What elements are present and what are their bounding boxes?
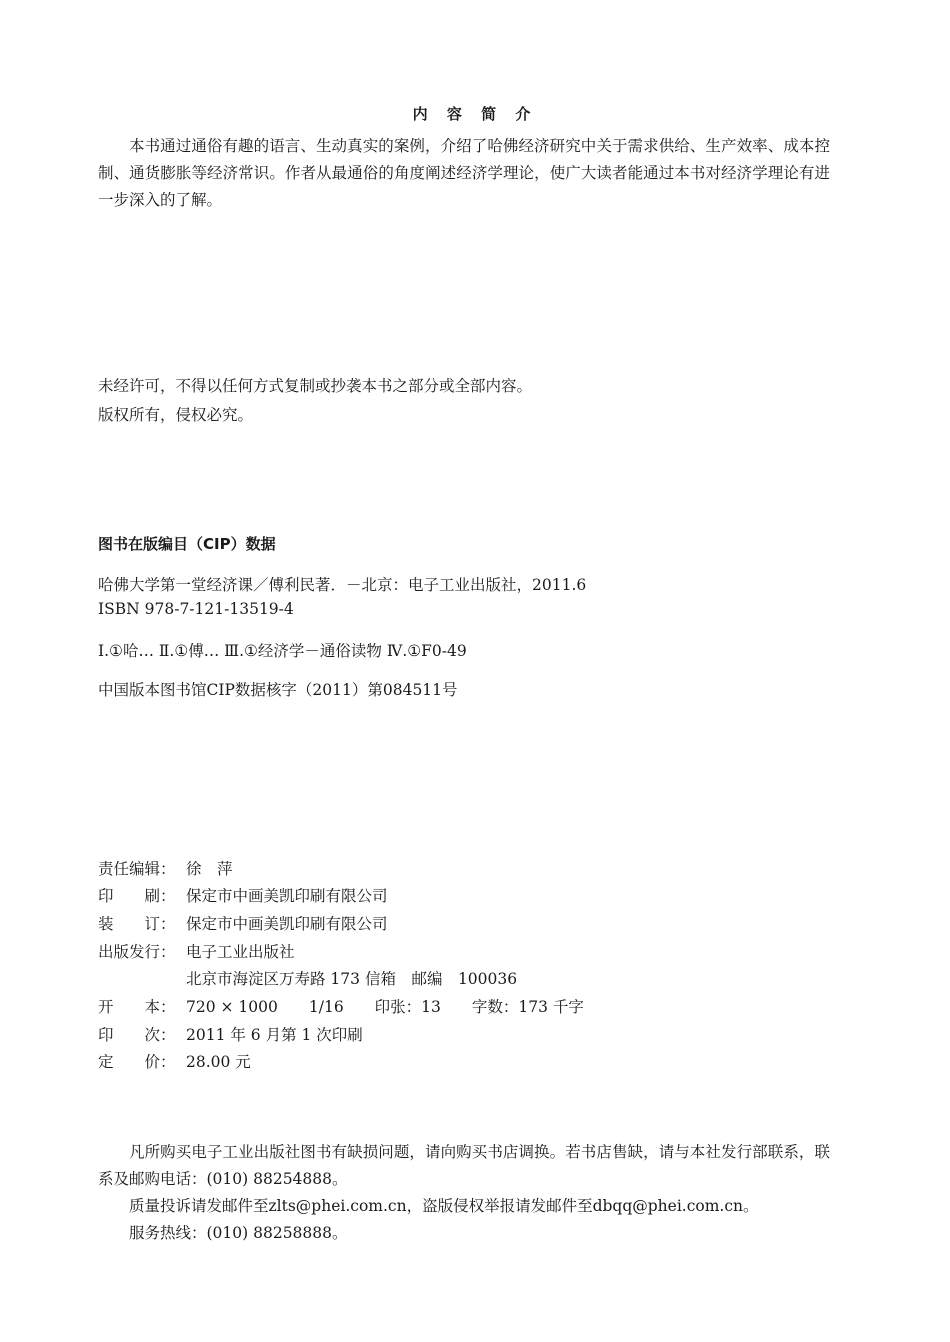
credit-row-address: [98, 967, 517, 989]
credit-label: 责任编辑：: [98, 860, 176, 878]
credit-label: 印 刷：: [98, 887, 176, 905]
copyright-notice: [98, 372, 532, 430]
credit-row-price: [98, 1050, 251, 1072]
cip-classification: Ⅰ.①哈… Ⅱ.①傅… Ⅲ.①经济学－通俗读物 Ⅳ.①F0-49: [98, 642, 467, 660]
summary-text: 本书通过通俗有趣的语言、生动真实的案例，介绍了哈佛经济研究中关于需求供给、生产效率、成本控制、通货膨胀等经济常识。作者从最通俗的角度阐述经济学理论，使广大读者能通过本书对经济学理论有进一步深入的了解。: [98, 137, 830, 209]
credit-row-printing: [98, 884, 388, 906]
credit-label: 装 订：: [98, 915, 176, 933]
credit-value: 720 × 1000 1/16 印张：13 字数：173 千字: [186, 998, 584, 1016]
credit-row-impression: [98, 1023, 363, 1045]
cip-heading: 图书在版编目（CIP）数据: [98, 535, 276, 553]
credit-row-format: [98, 995, 584, 1017]
credit-label: 定 价：: [98, 1053, 176, 1071]
credit-value: 保定市中画美凯印刷有限公司: [186, 915, 388, 933]
credit-value: 电子工业出版社: [186, 943, 295, 961]
notice-paragraph: 质量投诉请发邮件至zlts@phei.com.cn，盗版侵权举报请发邮件至dbqq@phei.com.cn。: [129, 1197, 759, 1215]
credit-row-editor: [98, 857, 233, 879]
cip-isbn: ISBN 978-7-121-13519-4: [98, 600, 294, 618]
notice-paragraph: 凡所购买电子工业出版社图书有缺损问题，请向购买书店调换。若书店售缺，请与本社发行部联系，联系及邮购电话：(010) 88254888。: [98, 1143, 830, 1188]
credit-value: 2011 年 6 月第 1 次印刷: [186, 1026, 363, 1044]
copyright-line-2: 版权所有，侵权必究。: [98, 406, 254, 424]
credit-label: 开 本：: [98, 998, 176, 1016]
notice-paragraph: 服务热线：(010) 88258888。: [129, 1224, 348, 1242]
cip-record-number: 中国版本图书馆CIP数据核字（2011）第084511号: [98, 681, 458, 699]
publisher-notice: [98, 1139, 830, 1247]
credit-value: 28.00 元: [186, 1053, 251, 1071]
credit-row-publisher: [98, 940, 295, 962]
page-title: 内 容 简 介: [412, 105, 538, 123]
credit-value: 徐 萍: [186, 860, 233, 878]
copyright-line-1: 未经许可，不得以任何方式复制或抄袭本书之部分或全部内容。: [98, 377, 533, 395]
credit-label: 出版发行：: [98, 943, 176, 961]
credit-row-binding: [98, 912, 388, 934]
credit-value: 保定市中画美凯印刷有限公司: [186, 887, 388, 905]
credit-value: 北京市海淀区万寿路 173 信箱 邮编 100036: [186, 970, 518, 988]
cip-book-info: 哈佛大学第一堂经济课／傅利民著．－北京：电子工业出版社，2011.6: [98, 576, 587, 594]
credit-label: 印 次：: [98, 1026, 176, 1044]
